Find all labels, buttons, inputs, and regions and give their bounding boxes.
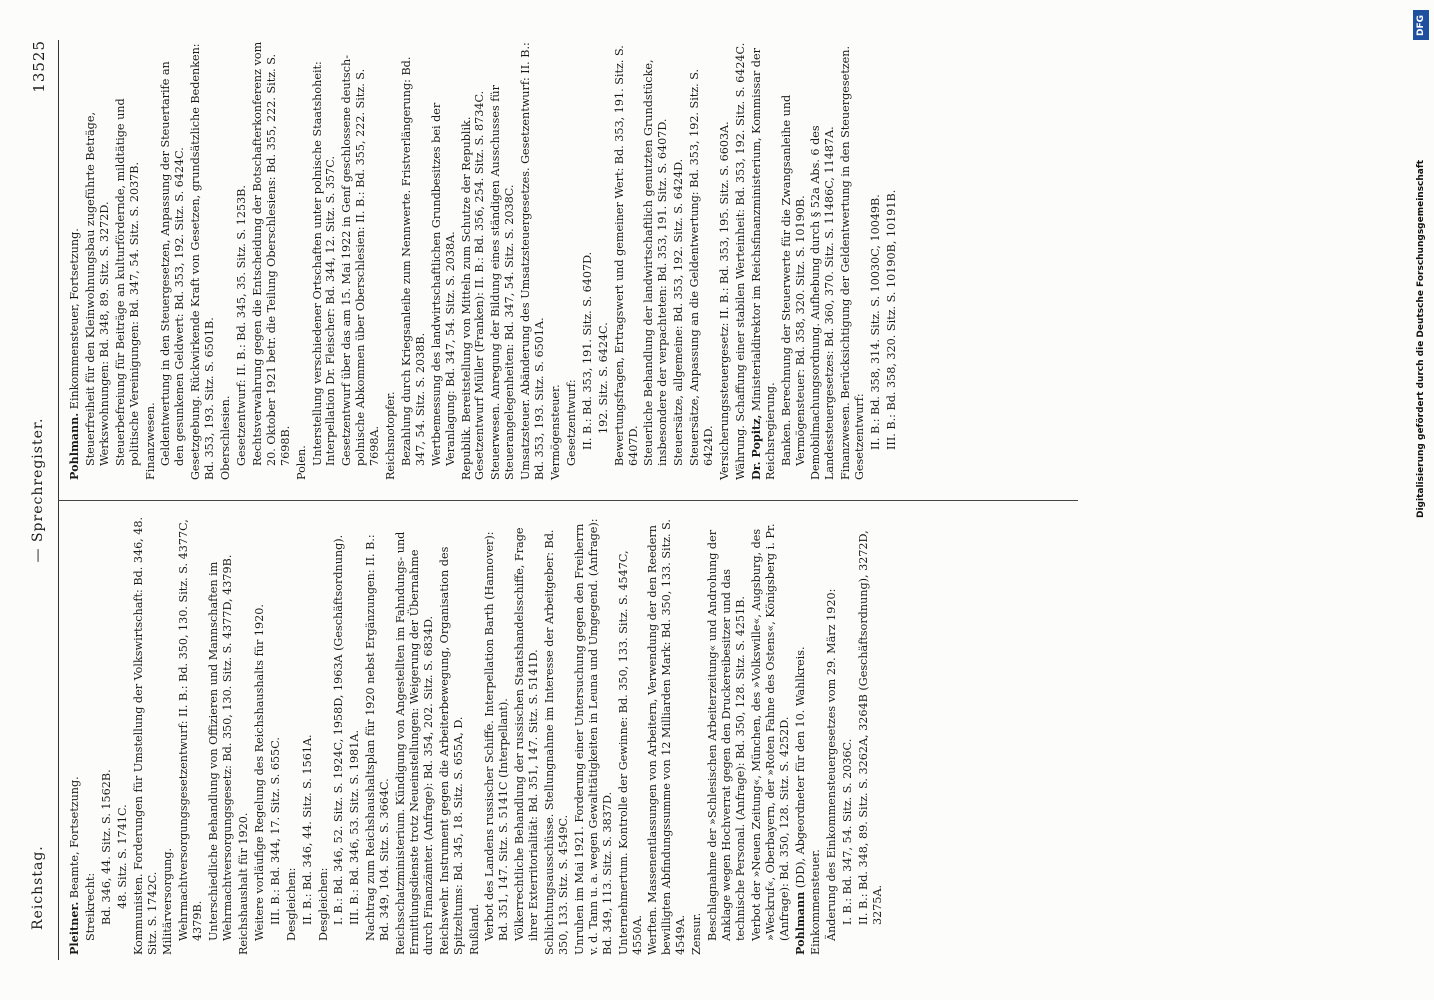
person-name: Pleitner. — [67, 901, 81, 955]
register-entry — [144, 40, 158, 480]
register-entry — [161, 515, 175, 955]
header-register: — Sprechregister. — [30, 417, 46, 563]
entry-text: Steuerwesen. Anregung der Bildung eines ständigen Ausschusses für Steuerangelegenheiten: Bd. 347, 54. Sitz. S. 2038C. — [489, 85, 517, 480]
entry-text: Werften. Massenentlassungen von Arbeitern, Verwendung der den Reedern bewilligten Abfindungssumme von 12 Milliarden Mark: Bd. 350, 133. Sitz. S. 4549A. — [646, 519, 688, 955]
entry-text: Unterschiedliche Behandlung von Offizieren und Mannschaften im Wehrmachtversorgungsgesetz: Bd. 350, 130. Sitz. S. 4377D, 4379B. — [207, 554, 235, 941]
entry-text: Gesetzgebung. Rückwirkende Kraft von Gesetzen, grundsätzliche Bedenken: Bd. 353, 193. Sitz. S. 6501B. — [189, 43, 217, 480]
register-entry — [734, 40, 748, 480]
register-entry — [885, 40, 899, 480]
register-entry — [340, 40, 382, 480]
register-entry — [295, 40, 309, 480]
register-entry — [617, 515, 645, 955]
register-entry — [869, 40, 883, 480]
entry-text: Steuersätze, Anpassung an die Geldentwertung: Bd. 353, 192. Sitz. S. 6424D. — [688, 68, 716, 466]
entry-text: Militärversorgung. — [161, 847, 175, 955]
register-entry — [460, 40, 488, 480]
register-entry — [780, 40, 808, 480]
register-entry — [750, 515, 792, 955]
register-entry — [317, 515, 331, 955]
register-entry — [483, 515, 511, 955]
register-entry — [132, 515, 160, 955]
entry-text: Versicherungssteuergesetz: II. B.: Bd. 353, 195. Sitz. S. 6603A. — [717, 121, 731, 480]
register-entry — [839, 40, 867, 480]
register-entry — [841, 515, 855, 955]
register-entry — [68, 515, 82, 955]
register-entry — [489, 40, 517, 480]
entry-text: Desgleichen: — [284, 867, 298, 941]
person-name: Pohlmann — [792, 891, 807, 955]
register-entry — [825, 515, 839, 955]
register-entry — [364, 515, 392, 955]
entry-text: Unternehmertum. Kontrolle der Gewinne: Bd. 350, 133. Sitz. S. 4547C, 4550A. — [616, 550, 644, 955]
register-entry — [189, 40, 217, 480]
entry-text: 192. Sitz. S. 6424C. — [596, 322, 610, 434]
entry-text: Völkerrechtliche Behandlung der russischen Staatshandelsschiffe, Frage ihrer Exterritorialität: Bd. 351, 147. Sitz. S. 5141D. — [513, 527, 541, 941]
entry-text: Reichswehr. Instrument gegen die Arbeiterbewegung, Organisation des Spitzeltums: Bd. 345, 18. Sitz. S. 655A, D. — [437, 546, 465, 955]
register-entry — [114, 40, 142, 480]
entry-text: Streikrecht: — [83, 872, 97, 941]
dfg-sidebar — [1412, 8, 1430, 528]
register-entry — [235, 40, 249, 480]
entry-text: Republik. Bereitstellung von Mitteln zum Schutze der Republik. Gesetzentwurf Müller (Franken): II. B.: Bd. 356, 254. Sitz. S. 8734C. — [459, 90, 487, 480]
register-entry — [438, 515, 466, 955]
entry-text: II. B.: Bd. 358, 314. Sitz. S. 10030C, 10049B. — [869, 194, 883, 450]
entry-text: Bezahlung durch Kriegsanleihe zum Nennwerte. Fristverlängerung: Bd. 347, 54. Sitz. S. 2038B. — [399, 56, 427, 466]
register-entry — [688, 40, 716, 480]
entry-text: Weitere vorläufige Regelung des Reichshaushalts für 1920. — [252, 604, 266, 941]
entry-text: Wehrmachtversorgungsgesetzentwurf: II. B.: Bd. 350, 130. Sitz. S. 4377C, 4379B. — [177, 519, 205, 941]
register-entry — [384, 40, 398, 480]
person-name: Pohlmann. — [67, 412, 81, 480]
register-entry — [565, 40, 579, 480]
dfg-logo-icon: DFG — [1413, 10, 1429, 40]
entry-text: Beschlagnahme der »Schlesischen Arbeiterzeitung« und Androhung der Anklage wegen Hochverrat gegen den Druckereibesitzer und das technische Personal. (Anfrage): Bd. 350, 128. Sitz. S. 4251B. — [706, 529, 747, 941]
entry-text: Einkommensteuer. — [809, 849, 823, 955]
entry-text: Reichshaushalt für 1920. — [236, 812, 250, 955]
entry-text: Reichsnotopfer. — [384, 391, 398, 480]
register-entry — [301, 515, 315, 955]
register-entry — [332, 515, 346, 955]
entry-text: Umsatzsteuer. Abänderung des Umsatzsteuergesetzes. Gesetzentwurf: II. B.: Bd. 353, 193. Sitz. S. 6501A. — [519, 42, 547, 480]
entry-text: Polen. — [294, 445, 308, 480]
register-entry — [311, 40, 339, 480]
register-entry — [348, 515, 362, 955]
entry-text: Reichsschatzministerium. Kündigung von Angestellten im Fahndungs- und Ermittlungsdienste trotz Neueinstellungen: Weigerung der Übernahme durch Finanzämter. (Anfrage): Bd. 354, 202. Sitz. S. 6834D. — [394, 531, 435, 955]
entry-text: Schlichtungsausschüsse. Stellungnahme im Interesse der Arbeitgeber: Bd. 350, 133. Sitz. S. 4549C. — [543, 529, 570, 955]
entry-text: 48. Sitz. S. 1741C. — [115, 804, 129, 909]
entry-text: Kommunisten. Forderungen für Umstellung der Volkswirtschaft: Bd. 346, 48. Sitz. S. 1742C. — [131, 516, 159, 955]
entry-text: Bd. 346, 44. Sitz. S. 1562B. — [99, 769, 113, 925]
register-entry — [642, 40, 670, 480]
left-column — [68, 515, 887, 955]
entry-text: Demobilmachungsordnung. Aufhebung durch § 52a Abs. 6 des Landessteuergesetzes: Bd. 360, 370. Sitz. S. 11486C, 11487A. — [809, 125, 837, 480]
person-name: Dr. Popitz, — [748, 414, 763, 480]
entry-text: I. B.: Bd. 347, 54. Sitz. S. 2036C. — [841, 738, 855, 925]
entry-text: II. B.: Bd. 353, 191. Sitz. S. 6407D. — [580, 251, 594, 450]
register-entry — [84, 40, 112, 480]
entry-text: Gesetzentwurf: — [564, 379, 578, 466]
entry-text: Änderung des Einkommensteuergesetzes vom 29. März 1920: — [825, 588, 839, 941]
entry-text: III. B.: Bd. 358, 320. Sitz. S. 10190B, 10191B. — [884, 189, 898, 450]
register-entry — [269, 515, 283, 955]
entry-text: II. B.: Bd. 348, 89. Sitz. S. 3262A, 3264B (Geschäftsordnung), 3272D, 3275A. — [857, 530, 885, 925]
digitization-credit: Digitalisierung gefördert durch die Deutsche Forschungsgemeinschaft — [1416, 159, 1426, 518]
entry-text: Oberschlesien. — [219, 395, 233, 480]
entry-text: I. B.: Bd. 346, 52. Sitz. S. 1924C, 1958D, 1963A (Geschäftsordnung). — [332, 534, 346, 925]
register-entry — [706, 515, 748, 955]
entry-text: Banken. Berechnung der Steuerwerte für die Zwangsanleihe und Vermögensteuer: Bd. 358, 320. Sitz. S. 10190B. — [779, 94, 807, 466]
entry-text: Beamte, Fortsetzung. — [68, 776, 81, 902]
entry-text: Rechtsverwahrung gegen die Entscheidung der Botschafterkonferenz vom 20. Oktober 1921 betr. die Teilung Oberschlesiens: Bd. 355, 222. Sitz. S. 7698B. — [250, 41, 292, 466]
header-reichstag: Reichstag. — [30, 845, 46, 930]
entry-text: Steuerfreiheit für den Kleinwohnungsbau zugeführte Beträge, Werkswohnungen: Bd. 348, 89. Sitz. S. 3272D. — [83, 111, 111, 466]
running-header — [30, 40, 56, 960]
register-entry — [430, 40, 458, 480]
entry-text: Verbot des Landens russischer Schiffe. Interpellation Barth (Hannover): Bd. 351, 147. Sitz. S. 5141C (Interpellant). — [483, 531, 511, 941]
entry-text: Finanzwesen. — [143, 402, 157, 480]
entry-text: Finanzwesen. Berücksichtigung der Geldentwertung in den Steuergesetzen. Gesetzentwurf: — [839, 45, 867, 480]
entry-text: Verbot der »Neuen Zeitung«, München, des »Volkswille«, Augsburg, des »Weckruf«, Oberbayern, der »Roten Fahne des Ostens«, Königsberg i. Pr. (Anfrage): Bd. 350, 128. Sitz. S. 4252D. — [749, 523, 791, 941]
register-entry — [672, 40, 686, 480]
entry-text: Vermögensteuer. — [549, 384, 562, 480]
entry-text: Gesetzentwurf über das am 15. Mai 1922 in Genf geschlossene deutsch-polnische Abkommen über Oberschlesien: II. B.: Bd. 355, 222. Sitz. S. 7698A. — [340, 54, 382, 466]
register-entry — [573, 515, 615, 955]
register-entry — [207, 515, 235, 955]
register-entry — [581, 40, 595, 480]
entry-text: Gesetzentwurf: II. B.: Bd. 345, 35. Sitz. S. 1253B. — [234, 185, 248, 466]
register-entry — [613, 40, 641, 480]
register-entry — [237, 515, 251, 955]
register-entry — [513, 515, 541, 955]
entry-text: Zensur. — [690, 912, 704, 955]
entry-text: (DD), Abgeordneter für den 10. Wahlkreis. — [793, 646, 807, 892]
right-column — [68, 40, 901, 480]
entry-text: Nachtrag zum Reichshaushaltsplan für 1920 nebst Ergänzungen: II. B.: Bd. 349, 104. Sitz. S. 3664C. — [364, 534, 392, 941]
register-entry — [251, 40, 293, 480]
register-entry — [809, 40, 837, 480]
entry-text: Steuerliche Behandlung der landwirtschaftlich genutzten Grundstücke, insbesondere der verpachteten: Bd. 353, 191. Sitz. S. 6407D. — [642, 59, 670, 466]
register-entry — [857, 515, 885, 955]
register-entry — [68, 40, 82, 480]
register-entry — [100, 515, 114, 955]
register-entry — [468, 515, 482, 955]
register-entry — [718, 40, 732, 480]
entry-text: Einkommensteuer, Fortsetzung. — [68, 228, 81, 413]
page-number: 13525 — [30, 40, 48, 93]
entry-text: Ministerialdirektor im Reichsfinanzministerium, Kommissar der Reichsregierung. — [749, 48, 777, 480]
entry-text: Steuersätze, allgemeine: Bd. 353, 192. Sitz. S. 6424D. — [672, 158, 686, 466]
register-entry — [116, 515, 130, 955]
register-entry — [253, 515, 267, 955]
entry-text: Steuerbefreiung für Beiträge an kulturfördernde, mildtätige und politische Vereinigungen: Bd. 347, 54. Sitz. S. 2037B. — [113, 98, 141, 466]
register-entry — [597, 40, 611, 480]
register-entry — [84, 515, 98, 955]
entry-text: Bewertungsfragen, Ertragswert und gemeiner Wert: Bd. 353, 191. Sitz. S. 6407D. — [612, 45, 640, 466]
register-entry — [219, 40, 233, 480]
register-entry — [177, 515, 205, 955]
entry-text: III. B.: Bd. 344, 17. Sitz. S. 655C. — [268, 737, 282, 925]
register-entry — [750, 40, 778, 480]
register-entry — [400, 40, 428, 480]
entry-text: Geldentwertung in den Steuergesetzen, Anpassung der Steuertarife an den gesunkenen Geldwert: Bd. 353, 192. Sitz. S. 6424C. — [159, 61, 187, 466]
register-entry — [159, 40, 187, 480]
entry-text: Unterstellung verschiedener Ortschaften unter polnische Staatshoheit: Interpellation Dr. Fleischer: Bd. 344, 12. Sitz. S. 357C. — [310, 61, 338, 466]
entry-text: Rußland. — [467, 903, 481, 955]
register-entry — [646, 515, 688, 955]
register-entry — [794, 515, 808, 955]
rotated-register-page — [10, 20, 1410, 980]
register-entry — [549, 40, 563, 480]
entry-text: Desgleichen: — [316, 867, 330, 941]
register-entry — [394, 515, 436, 955]
column-divider — [58, 500, 1078, 501]
entry-text: Wertbemessung des landwirtschaftlichen Grundbesitzes bei der Veranlagung: Bd. 347, 54. Sitz. S. 2038A. — [429, 102, 457, 466]
entry-text: II. B.: Bd. 346, 44. Sitz. S. 1561A. — [300, 734, 314, 925]
register-entry — [519, 40, 547, 480]
register-entry — [543, 515, 571, 955]
register-entry — [690, 515, 704, 955]
register-entry — [809, 515, 823, 955]
entry-text: III. B.: Bd. 346, 53. Sitz. S. 1981A. — [348, 729, 362, 925]
register-entry — [285, 515, 299, 955]
entry-text: Währung. Schaffung einer stabilen Werteinheit: Bd. 353, 192. Sitz. S. 6424C. — [733, 42, 747, 480]
entry-text: Unruhen im Mai 1921. Forderung einer Untersuchung gegen den Freiherrn v. d. Tann u. a. wegen Gewalttätigkeiten in Leuna und Umgegend. (Anfrage): Bd. 349, 113. Sitz. S. 3837D. — [572, 518, 614, 955]
